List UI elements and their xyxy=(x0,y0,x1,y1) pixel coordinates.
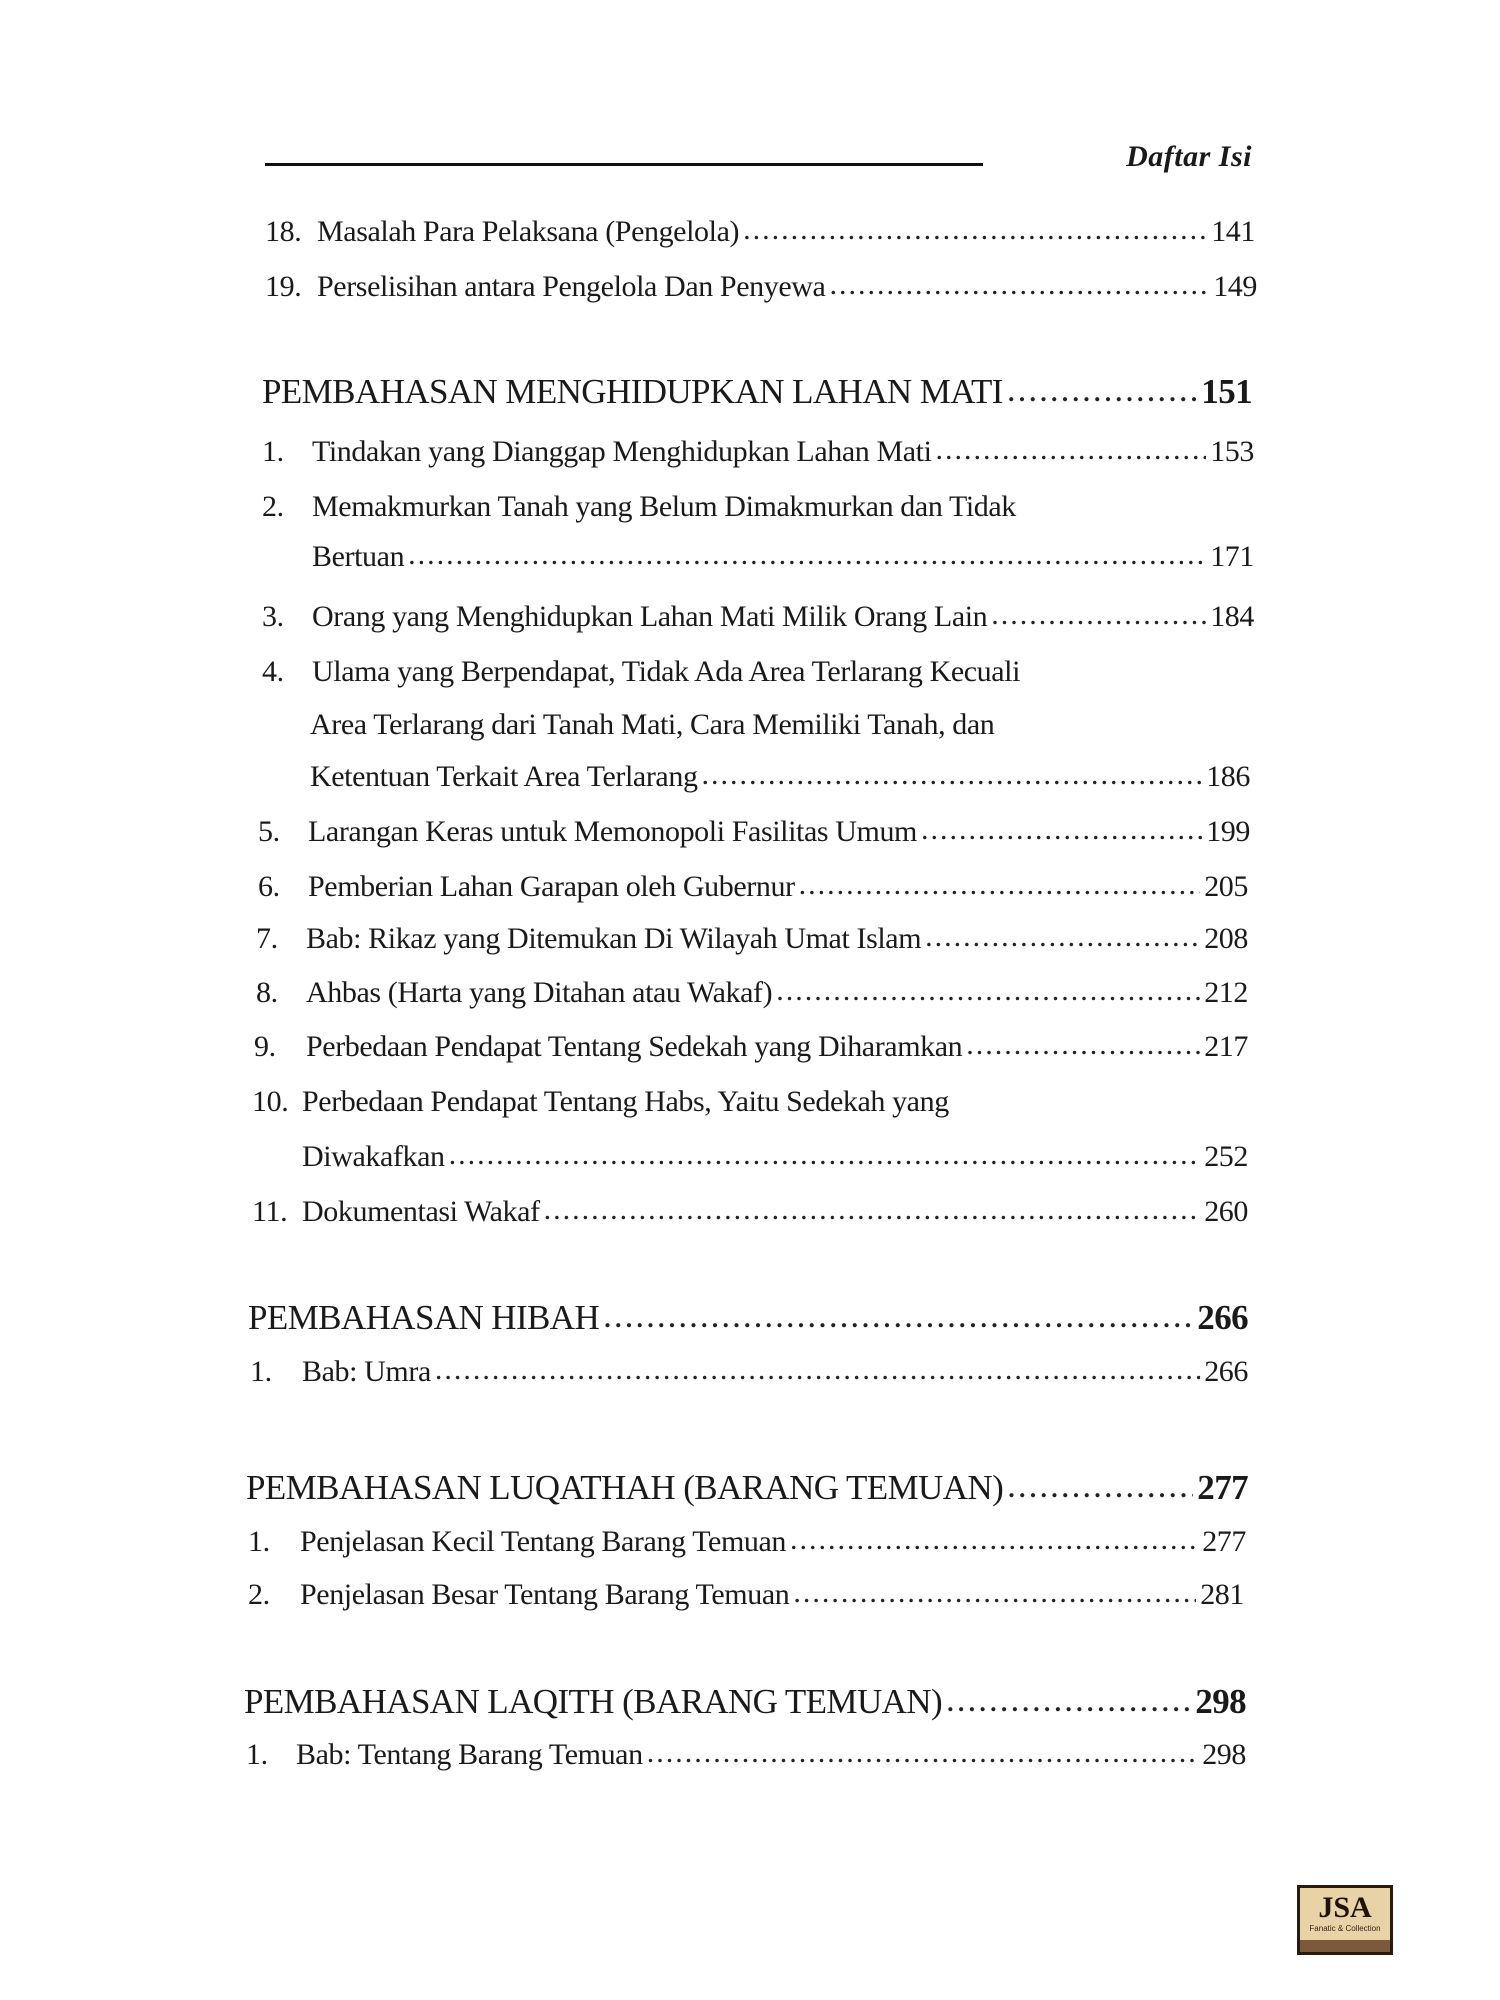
toc-entry-title-line1: Memakmurkan Tanah yang Belum Dimakmurkan dan Tidak xyxy=(312,490,1016,523)
toc-section-heading xyxy=(246,1468,1248,1508)
toc-section-heading xyxy=(244,1682,1246,1722)
toc-entry-number: 18. xyxy=(265,215,302,248)
toc-entry-title: Perselisihan antara Pengelola Dan Penyewa xyxy=(317,270,826,303)
toc-entry-title: Larangan Keras untuk Memonopoli Fasilitas Umum xyxy=(308,815,917,848)
leader-dots xyxy=(449,1138,1201,1172)
toc-entry xyxy=(262,435,1254,469)
toc-entry-page: 208 xyxy=(1204,922,1248,955)
leader-dots xyxy=(435,1353,1200,1387)
toc-entry-title: Bab: Tentang Barang Temuan xyxy=(296,1738,643,1771)
toc-entry-page: 205 xyxy=(1204,870,1248,903)
toc-entry-title: Masalah Para Pelaksana (Pengelola) xyxy=(317,215,740,248)
toc-entry-page: 199 xyxy=(1206,815,1250,848)
jsa-logo xyxy=(1297,1885,1393,1955)
leader-dots xyxy=(544,1193,1201,1227)
toc-entry-first-line xyxy=(262,655,1020,689)
toc-entry xyxy=(265,215,1255,249)
toc-entry xyxy=(248,1525,1246,1559)
leader-dots xyxy=(991,598,1206,632)
toc-entry-page: 186 xyxy=(1206,760,1250,793)
toc-entry-number: 3. xyxy=(262,600,284,633)
leader-dots xyxy=(408,538,1206,572)
toc-entry-title: Ahbas (Harta yang Ditahan atau Wakaf) xyxy=(306,976,773,1009)
toc-entry-number: 1. xyxy=(262,435,284,468)
toc-entry-title-line1: Perbedaan Pendapat Tentang Habs, Yaitu Sedekah yang xyxy=(302,1085,949,1118)
toc-entry-number: 1. xyxy=(248,1525,270,1558)
toc-entry-number: 6. xyxy=(258,870,280,903)
toc-entry-page: 212 xyxy=(1204,976,1248,1009)
toc-entry-title: Diwakafkan xyxy=(302,1140,445,1173)
toc-section-heading xyxy=(262,372,1252,412)
leader-dots xyxy=(921,813,1202,847)
leader-dots xyxy=(936,433,1207,467)
leader-dots xyxy=(793,1576,1196,1610)
running-header-title: Daftar Isi xyxy=(1126,140,1252,173)
toc-entry xyxy=(258,815,1250,849)
section-page: 277 xyxy=(1197,1468,1248,1507)
section-title: PEMBAHASAN MENGHIDUPKAN LAHAN MATI xyxy=(262,372,1003,411)
toc-entry-title: Penjelasan Kecil Tentang Barang Temuan xyxy=(300,1525,786,1558)
toc-entry xyxy=(302,1140,1248,1174)
toc-entry-page: 149 xyxy=(1213,270,1257,303)
toc-entry-number: 11. xyxy=(252,1195,288,1228)
toc-entry-title: Dokumentasi Wakaf xyxy=(302,1195,540,1228)
toc-entry-number: 7. xyxy=(256,922,278,955)
leader-dots xyxy=(1007,370,1197,410)
leader-dots xyxy=(925,920,1200,954)
toc-entry-page: 277 xyxy=(1202,1525,1246,1558)
leader-dots xyxy=(966,1028,1200,1062)
toc-entry-title-line1: Ulama yang Berpendapat, Tidak Ada Area Terlarang Kecuali xyxy=(312,655,1021,688)
toc-entry-number: 2. xyxy=(262,490,284,523)
logo-title: JSA xyxy=(1318,1891,1372,1924)
toc-entry-page: 266 xyxy=(1204,1355,1248,1388)
toc-entry-page: 260 xyxy=(1204,1195,1248,1228)
toc-entry-number: 1. xyxy=(246,1738,268,1771)
leader-dots xyxy=(603,1296,1193,1336)
leader-dots xyxy=(776,974,1200,1008)
toc-entry-title: Bab: Rikaz yang Ditemukan Di Wilayah Umat Islam xyxy=(306,922,922,955)
toc-entry xyxy=(256,922,1248,956)
toc-entry xyxy=(310,760,1250,794)
leader-dots xyxy=(743,213,1207,247)
toc-entry xyxy=(252,1195,1248,1229)
leader-dots xyxy=(829,268,1209,302)
toc-entry-page: 153 xyxy=(1210,435,1254,468)
toc-entry xyxy=(262,600,1254,634)
toc-entry xyxy=(250,1355,1248,1389)
toc-entry-page: 171 xyxy=(1210,540,1254,573)
toc-entry-number: 10. xyxy=(252,1085,289,1118)
toc-entry-number: 19. xyxy=(265,270,302,303)
leader-dots xyxy=(946,1680,1191,1720)
leader-dots xyxy=(1007,1466,1193,1506)
toc-entry xyxy=(312,540,1254,574)
toc-entry-number: 1. xyxy=(250,1355,272,1388)
section-page: 298 xyxy=(1195,1682,1246,1721)
toc-entry-page: 252 xyxy=(1204,1140,1248,1173)
section-title: PEMBAHASAN LAQITH (BARANG TEMUAN) xyxy=(244,1682,943,1721)
toc-entry xyxy=(246,1738,1246,1772)
leader-dots xyxy=(647,1736,1198,1770)
toc-entry-first-line xyxy=(252,1085,949,1119)
toc-entry xyxy=(258,870,1248,904)
toc-entry xyxy=(248,1578,1244,1612)
leader-dots xyxy=(790,1523,1198,1557)
toc-entry-title: Tindakan yang Dianggap Menghidupkan Lahan Mati xyxy=(312,435,932,468)
toc-entry-page: 217 xyxy=(1204,1030,1248,1063)
toc-entry-title: Bertuan xyxy=(312,540,405,573)
section-page: 151 xyxy=(1201,372,1252,411)
logo-subtitle: Fanatic & Collection xyxy=(1309,1924,1381,1933)
toc-entry-page: 184 xyxy=(1210,600,1254,633)
header-rule xyxy=(265,163,983,166)
section-title: PEMBAHASAN LUQATHAH (BARANG TEMUAN) xyxy=(246,1468,1004,1507)
toc-entry xyxy=(265,270,1257,304)
toc-entry-page: 298 xyxy=(1202,1738,1246,1771)
toc-entry-title: Bab: Umra xyxy=(302,1355,431,1388)
toc-entry xyxy=(254,1030,1248,1064)
toc-entry-first-line xyxy=(262,490,1016,524)
toc-entry-title: Pemberian Lahan Garapan oleh Gubernur xyxy=(308,870,795,903)
toc-entry-title: Ketentuan Terkait Area Terlarang xyxy=(310,760,698,793)
toc-entry-title: Penjelasan Besar Tentang Barang Temuan xyxy=(300,1578,790,1611)
toc-entry xyxy=(256,976,1248,1010)
toc-entry-number: 8. xyxy=(256,976,278,1009)
leader-dots xyxy=(799,868,1201,902)
toc-entry-number: 5. xyxy=(258,815,280,848)
toc-entry-number: 2. xyxy=(248,1578,270,1611)
toc-entry-title: Orang yang Menghidupkan Lahan Mati Milik Orang Lain xyxy=(312,600,988,633)
section-title: PEMBAHASAN HIBAH xyxy=(248,1298,600,1337)
logo-bar xyxy=(1300,1940,1390,1952)
toc-entry-second-line: Area Terlarang dari Tanah Mati, Cara Memiliki Tanah, dan xyxy=(310,708,995,741)
toc-entry-title: Perbedaan Pendapat Tentang Sedekah yang Diharamkan xyxy=(306,1030,963,1063)
section-page: 266 xyxy=(1197,1298,1248,1337)
toc-entry-number: 4. xyxy=(262,655,284,688)
toc-entry-number: 9. xyxy=(254,1030,276,1063)
toc-entry-page: 141 xyxy=(1211,215,1255,248)
toc-section-heading xyxy=(248,1298,1248,1338)
leader-dots xyxy=(702,758,1203,792)
toc-entry-page: 281 xyxy=(1200,1578,1244,1611)
